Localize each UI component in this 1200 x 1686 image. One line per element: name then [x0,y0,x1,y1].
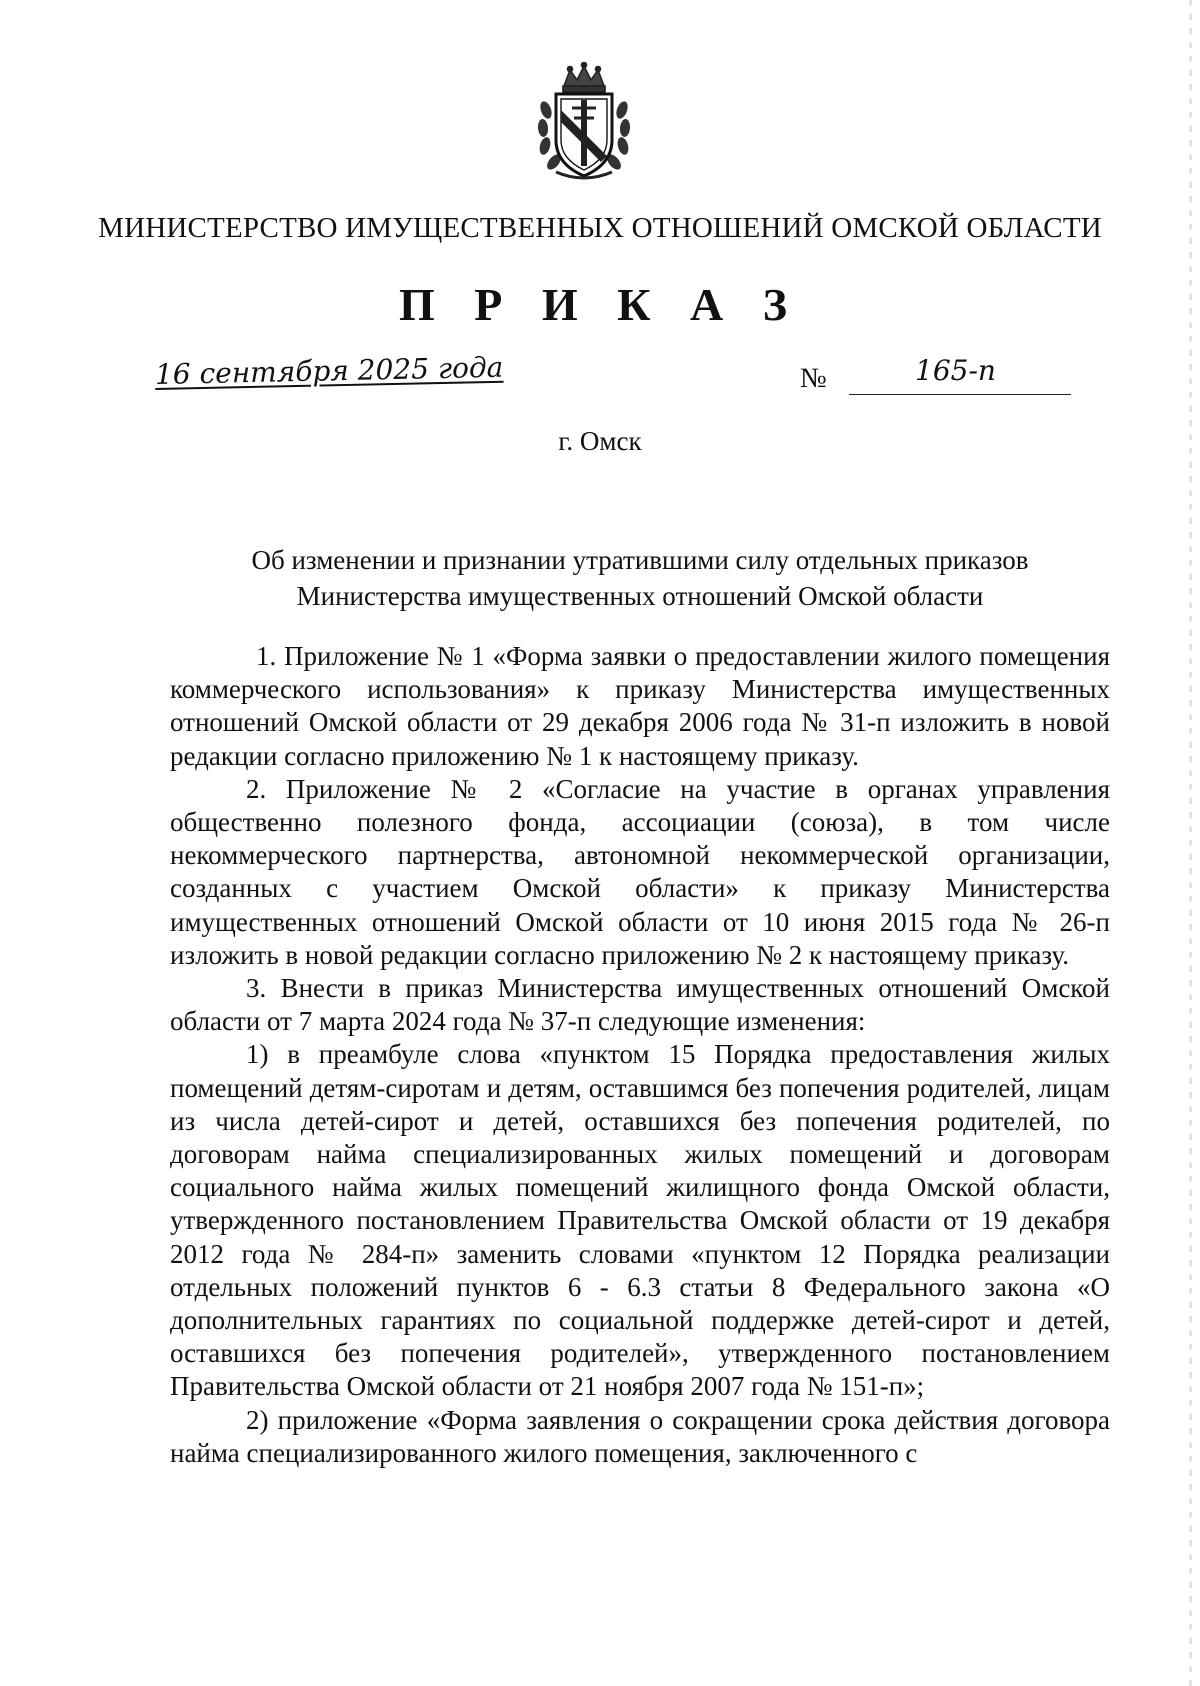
scan-edge-artifact [1189,0,1192,1686]
document-body [170,640,1110,1470]
paragraph-2: 2. Приложение № 2 «Согласие на участие в органах управления общественно полезного фонда, ассоциации (союза), в том числе некоммерческого партнерства, автономной некоммерческой организации, созданных с участием Омской области» к приказу Министерства имущественных отношений Омской области от 10 июня 2015 года № 26-п изложить в новой редакции согласно приложению № 2 к настоящему приказу. [170,773,1110,970]
paragraph-3: 3. Внести в приказ Министерства имущественных отношений Омской области от 7 марта 2024 года № 37-п следующие изменения: [170,973,1110,1037]
title-line: Об изменении и признании утратившими силу отдельных приказов [251,545,1029,575]
number-underline [849,394,1071,395]
document-type: П Р И К А З [398,279,801,330]
ministry-name: МИНИСТЕРСТВО ИМУЩЕСТВЕННЫХ ОТНОШЕНИЙ ОМСКОЙ ОБЛАСТИ [98,212,1102,244]
paragraph-3-1: 1) в преамбуле слова «пунктом 15 Порядка предоставления жилых помещений детям-сиротам и детям, оставшимся без попечения родителей, лицам из числа детей-сирот и детей, оставшихся без попечения родителей, по договорам найма специализированных жилых помещений и договорам социального найма жилых помещений жилищного фонда Омской области, утвержденного постановлением Правительства Омской области от 19 декабря 2012 года № 284-п» заменить словами «пунктом 12 Порядка реализации отдельных положений пунктов 6 - 6.3 статьи 8 Федерального закона «О дополнительных гарантиях по социальной поддержке детей-сирот и детей, оставшихся без попечения родителей», утвержденного постановлением Правительства Омской области от 21 ноября 2007 года № 151-п»; [170,1039,1110,1402]
document-title [170,542,1110,614]
city: г. Омск [558,426,642,456]
paragraph-1: 1. Приложение № 1 «Форма заявки о предоставлении жилого помещения коммерческого использования» к приказу Министерства имущественных отношений Омской области от 29 декабря 2006 года № 31-п изложить в новой редакции согласно приложению № 1 к настоящему приказу. [170,641,1110,771]
order-date: 16 сентября 2025 года [154,350,504,391]
title-line: Министерства имущественных отношений Омской области [296,581,984,611]
paragraph-3-2: 2) приложение «Форма заявления о сокращении срока действия договора найма специализированного жилого помещения, заключенного с [170,1404,1110,1468]
coat-of-arms-icon [534,60,634,182]
number-label: № [800,363,827,394]
order-number: 165-п [915,354,996,387]
